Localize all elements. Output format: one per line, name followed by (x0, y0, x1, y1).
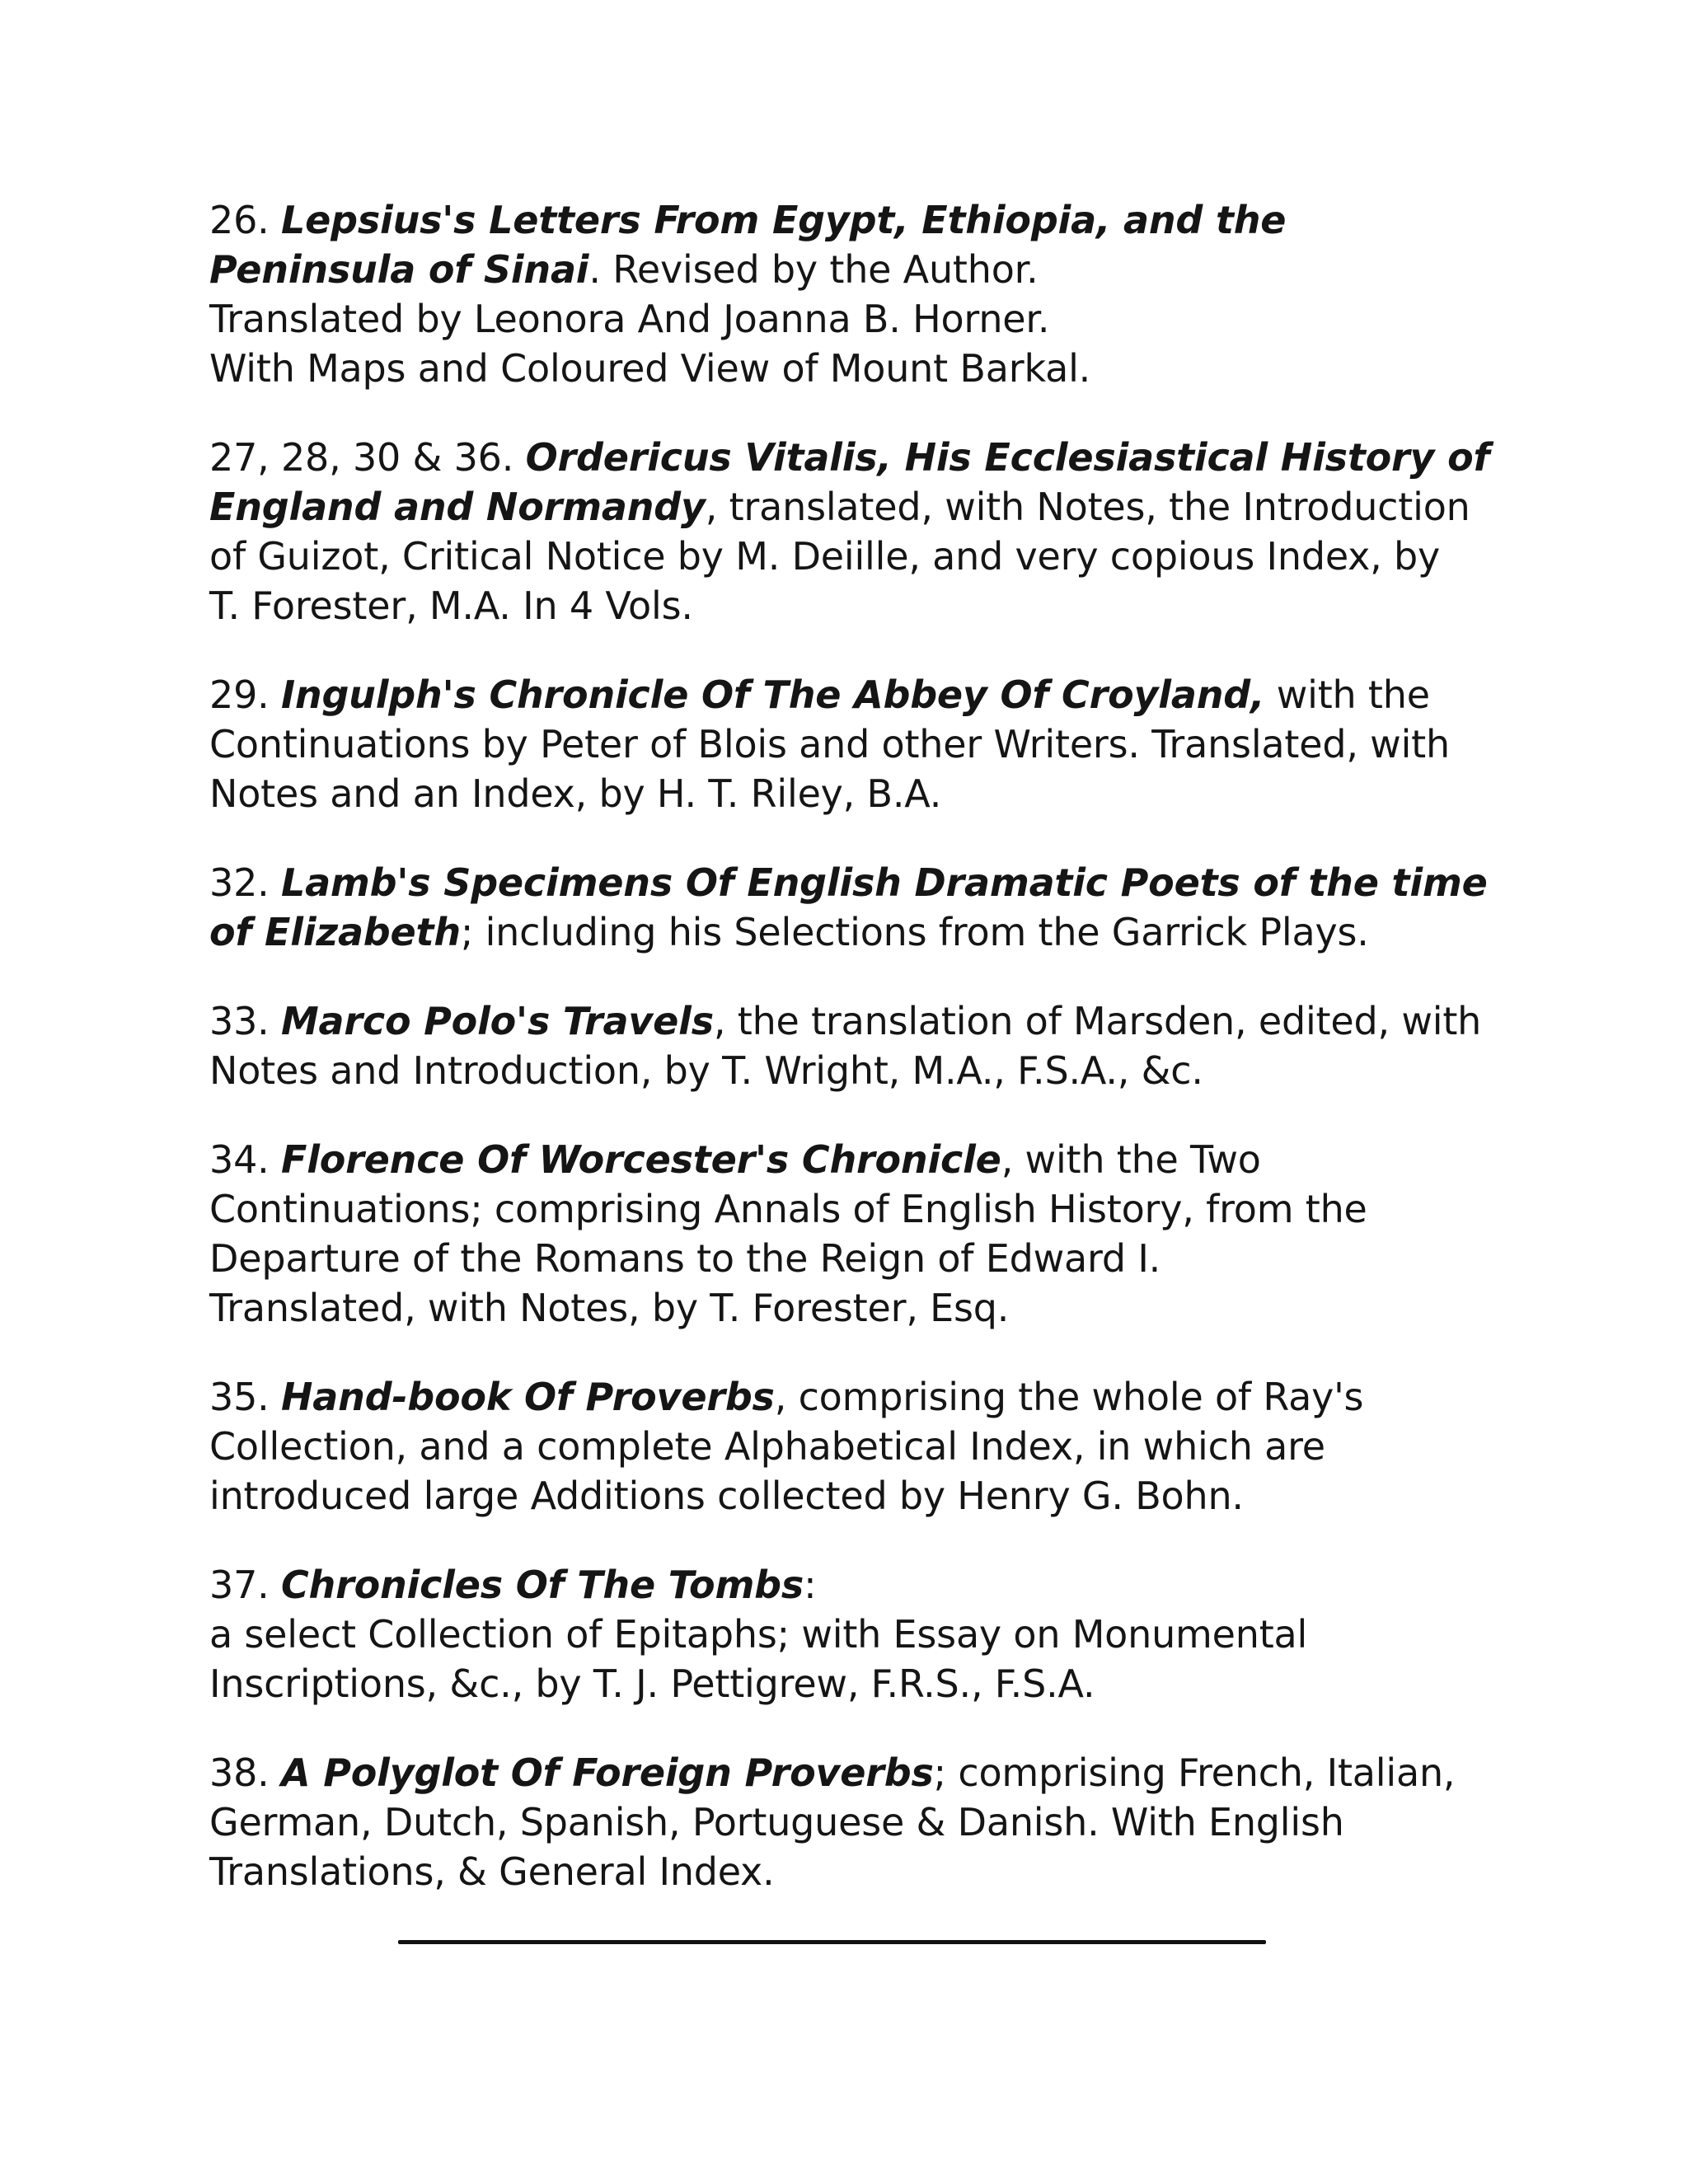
catalogue-entry (209, 195, 1495, 393)
entry-number: 37. (209, 1563, 281, 1607)
book-title: Ingulph's Chronicle Of The Abbey Of Croyland, (280, 673, 1265, 717)
entry-description: With Maps and Coloured View of Mount Barkal. (209, 346, 1091, 391)
entry-number: 33. (209, 999, 281, 1043)
entry-number: 27, 28, 30 & 36. (209, 435, 526, 480)
entry-line (209, 195, 1495, 245)
entry-description: a select Collection of Epitaphs; with Essay on Monumental (209, 1612, 1308, 1657)
catalogue-entry (209, 1748, 1495, 1896)
book-catalogue (209, 195, 1495, 1936)
entry-description: Continuations by Peter of Blois and other Writers. Translated, with (209, 722, 1450, 766)
entry-description: with the (1264, 673, 1430, 717)
catalogue-entry (209, 1372, 1495, 1521)
entry-line (209, 907, 1495, 957)
entry-line (209, 1422, 1495, 1471)
book-title: Chronicles Of The Tombs (280, 1563, 804, 1607)
entry-description: Inscriptions, &c., by T. J. Pettigrew, F.R.S., F.S.A. (209, 1661, 1095, 1706)
entry-number: 35. (209, 1375, 281, 1419)
book-title: Ordericus Vitalis, His Ecclesiastical History of (525, 435, 1490, 480)
entry-description: ; including his Selections from the Garrick Plays. (460, 910, 1369, 954)
entry-description: : (804, 1563, 817, 1607)
entry-line (209, 433, 1495, 482)
entry-description: ; comprising French, Italian, (933, 1750, 1456, 1795)
entry-line (209, 1135, 1495, 1184)
entry-number: 26. (209, 198, 281, 242)
entry-description: , with the Two (1001, 1137, 1261, 1182)
entry-line (209, 1560, 1495, 1610)
entry-number: 38. (209, 1750, 281, 1795)
entry-description: Translated, with Notes, by T. Forester, Esq. (209, 1286, 1010, 1330)
entry-line (209, 996, 1495, 1046)
entry-line (209, 1471, 1495, 1521)
catalogue-entry (209, 858, 1495, 957)
book-title: Hand-book Of Proverbs (280, 1375, 775, 1419)
entry-line (209, 1234, 1495, 1283)
entry-line (209, 1283, 1495, 1333)
entry-line (209, 344, 1495, 393)
entry-description: Notes and an Index, by H. T. Riley, B.A. (209, 771, 942, 816)
entry-line (209, 1659, 1495, 1708)
entry-line (209, 1847, 1495, 1896)
entry-line (209, 294, 1495, 344)
book-title: Lamb's Specimens Of English Dramatic Poets of the time (280, 860, 1488, 905)
entry-description: T. Forester, M.A. In 4 Vols. (209, 583, 693, 628)
catalogue-entry (209, 1135, 1495, 1333)
entry-line (209, 1046, 1495, 1095)
catalogue-entry (209, 433, 1495, 630)
book-title: Marco Polo's Travels (280, 999, 714, 1043)
entry-line (209, 482, 1495, 532)
entry-line (209, 769, 1495, 818)
catalogue-entry (209, 1560, 1495, 1708)
entry-line (209, 858, 1495, 907)
entry-line (209, 1797, 1495, 1847)
entry-line (209, 719, 1495, 769)
catalogue-entry (209, 996, 1495, 1095)
entry-line (209, 532, 1495, 581)
entry-description: , translated, with Notes, the Introduction (705, 485, 1470, 529)
entry-description: . Revised by the Author. (588, 247, 1039, 292)
entry-number: 32. (209, 860, 281, 905)
entry-line (209, 581, 1495, 630)
entry-description: , the translation of Marsden, edited, with (713, 999, 1482, 1043)
catalogue-entry (209, 670, 1495, 818)
entry-line (209, 1610, 1495, 1659)
section-divider (398, 1940, 1266, 1944)
entry-description: introduced large Additions collected by Henry G. Bohn. (209, 1474, 1244, 1518)
book-title: Peninsula of Sinai (209, 247, 589, 292)
book-title: England and Normandy (209, 485, 706, 529)
entry-description: Departure of the Romans to the Reign of Edward I. (209, 1236, 1161, 1281)
entry-description: German, Dutch, Spanish, Portuguese & Danish. With English (209, 1800, 1344, 1844)
entry-number: 29. (209, 673, 281, 717)
book-title: A Polyglot Of Foreign Proverbs (280, 1750, 934, 1795)
book-title: of Elizabeth (209, 910, 461, 954)
entry-line (209, 670, 1495, 719)
entry-description: Collection, and a complete Alphabetical Index, in which are (209, 1424, 1325, 1469)
entry-number: 34. (209, 1137, 281, 1182)
entry-line (209, 245, 1495, 294)
entry-description: Notes and Introduction, by T. Wright, M.A., F.S.A., &c. (209, 1048, 1203, 1093)
entry-description: of Guizot, Critical Notice by M. Deiille, and very copious Index, by (209, 534, 1441, 579)
entry-description: Translated by Leonora And Joanna B. Horner. (209, 297, 1050, 341)
entry-description: Translations, & General Index. (209, 1849, 775, 1894)
entry-description: Continuations; comprising Annals of English History, from the (209, 1187, 1367, 1231)
entry-line (209, 1748, 1495, 1797)
book-title: Florence Of Worcester's Chronicle (280, 1137, 1001, 1182)
entry-description: , comprising the whole of Ray's (774, 1375, 1364, 1419)
entry-line (209, 1372, 1495, 1422)
book-title: Lepsius's Letters From Egypt, Ethiopia, and the (280, 198, 1287, 242)
entry-line (209, 1184, 1495, 1234)
